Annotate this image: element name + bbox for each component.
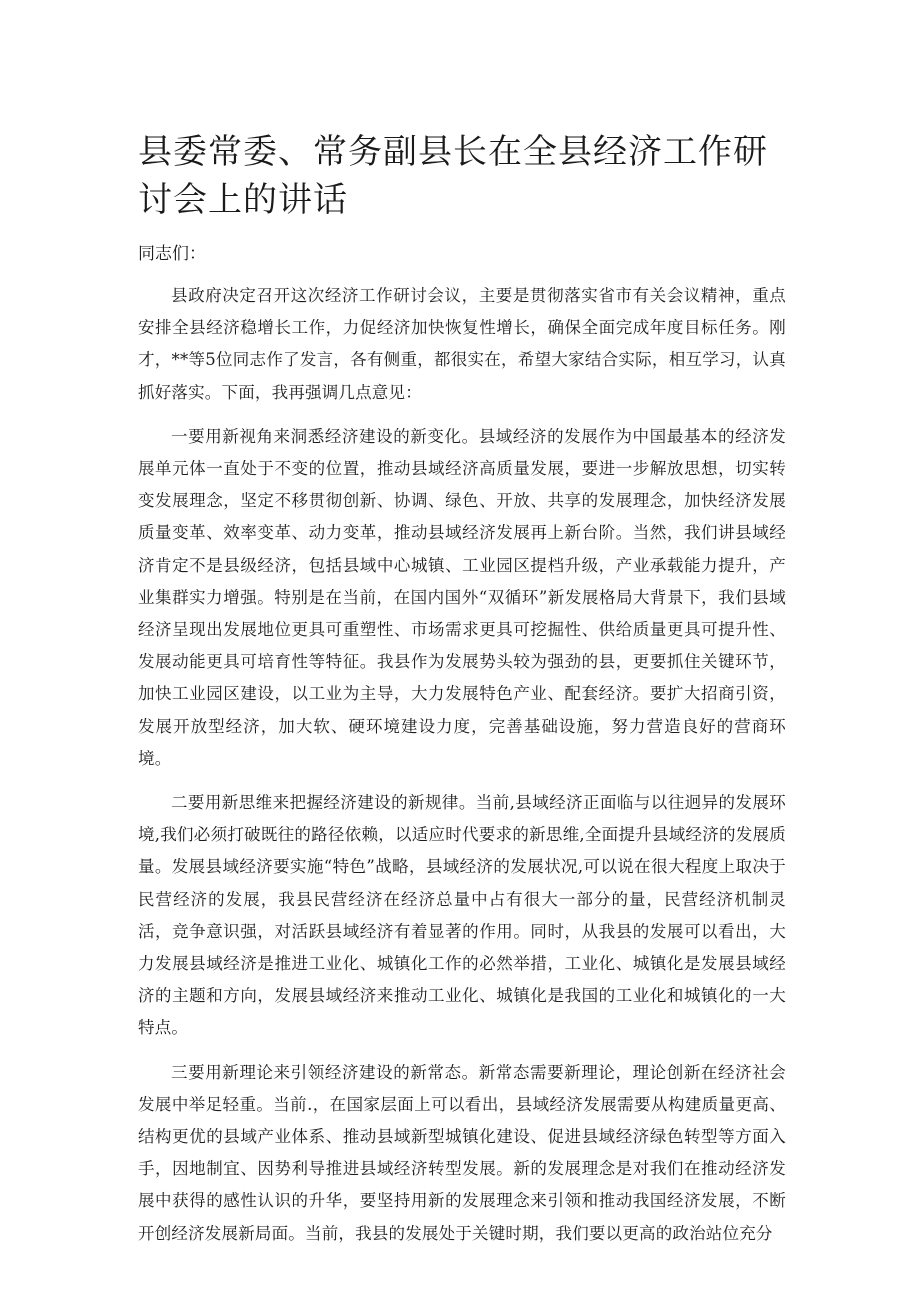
paragraph-point-one: 一要用新视角来洞悉经济建设的新变化。县域经济的发展作为中国最基本的经济发展单元体一直处于不变的位置，推动县域经济高质量发展，要进一步解放思想，切实转变发展理念，坚定不移贯彻创新、协调、绿色、开放、共享的发展理念，加快经济发展质量变革、效率变革、动力变革，推动县域经济发展再上新台阶。当然，我们讲县域经济肯定不是县级经济，包括县域中心城镇、工业园区提档升级，产业承载能力提升，产业集群实力增强。特别是在当前，在国内国外“双循环”新发展格局大背景下，我们县域经济呈现出发展地位更具可重塑性、市场需求更具可挖掘性、供给质量更具可提升性、发展动能更具可培育性等特征。我县作为发展势头较为强劲的县，更要抓住关键环节，加快工业园区建设，以工业为主导，大力发展特色产业、配套经济。要扩大招商引资，发展开放型经济，加大软、硬环境建设力度，完善基础设施，努力营造良好的营商环境。: [138, 426, 786, 768]
salutation: 同志们：: [138, 244, 206, 264]
paragraph-opening: 县政府决定召开这次经济工作研讨会议，主要是贯彻落实省市有关会议精神，重点安排全县经济稳增长工作，力促经济加快恢复性增长，确保全面完成年度目标任务。刚才，**等5位同志作了发言，各有侧重，都很实在，希望大家结合实际，相互学习，认真抓好落实。下面，我再强调几点意见：: [138, 286, 786, 402]
paragraph-point-two: 二要用新思维来把握经济建设的新规律。当前,县域经济正面临与以往迥异的发展环境,我们必须打破既往的路径依赖，以适应时代要求的新思维,全面提升县域经济的发展质量。发展县域经济要实施“特色”战略，县域经济的发展状况,可以说在很大程度上取决于民营经济的发展，我县民营经济在经济总量中占有很大一部分的量，民营经济机制灵活，竞争意识强，对活跃县域经济有着显著的作用。同时，从我县的发展可以看出，大力发展县域经济是推进工业化、城镇化工作的必然举措，工业化、城镇化是发展县域经济的主题和方向，发展县域经济来推动工业化、城镇化是我国的工业化和城镇化的一大特点。: [138, 793, 786, 1038]
paragraph-point-three: 三要用新理论来引领经济建设的新常态。新常态需要新理论，理论创新在经济社会发展中举足轻重。当前.，在国家层面上可以看出，县域经济发展需要从构建质量更高、结构更优的县域产业体系、推动县域新型城镇化建设、促进县域经济绿色转型等方面入手，因地制宜、因势利导推进县域经济转型发展。新的发展理念是对我们在推动经济发展中获得的感性认识的升华，要坚持用新的发展理念来引领和推动我国经济发展，不断开创经济发展新局面。当前，我县的发展处于关键时期，我们要以更高的政治站位充分: [138, 1062, 786, 1243]
document-body: [138, 280, 786, 1262]
document-title: 县委常委、常务副县长在全县经济工作研讨会上的讲话: [138, 132, 768, 220]
